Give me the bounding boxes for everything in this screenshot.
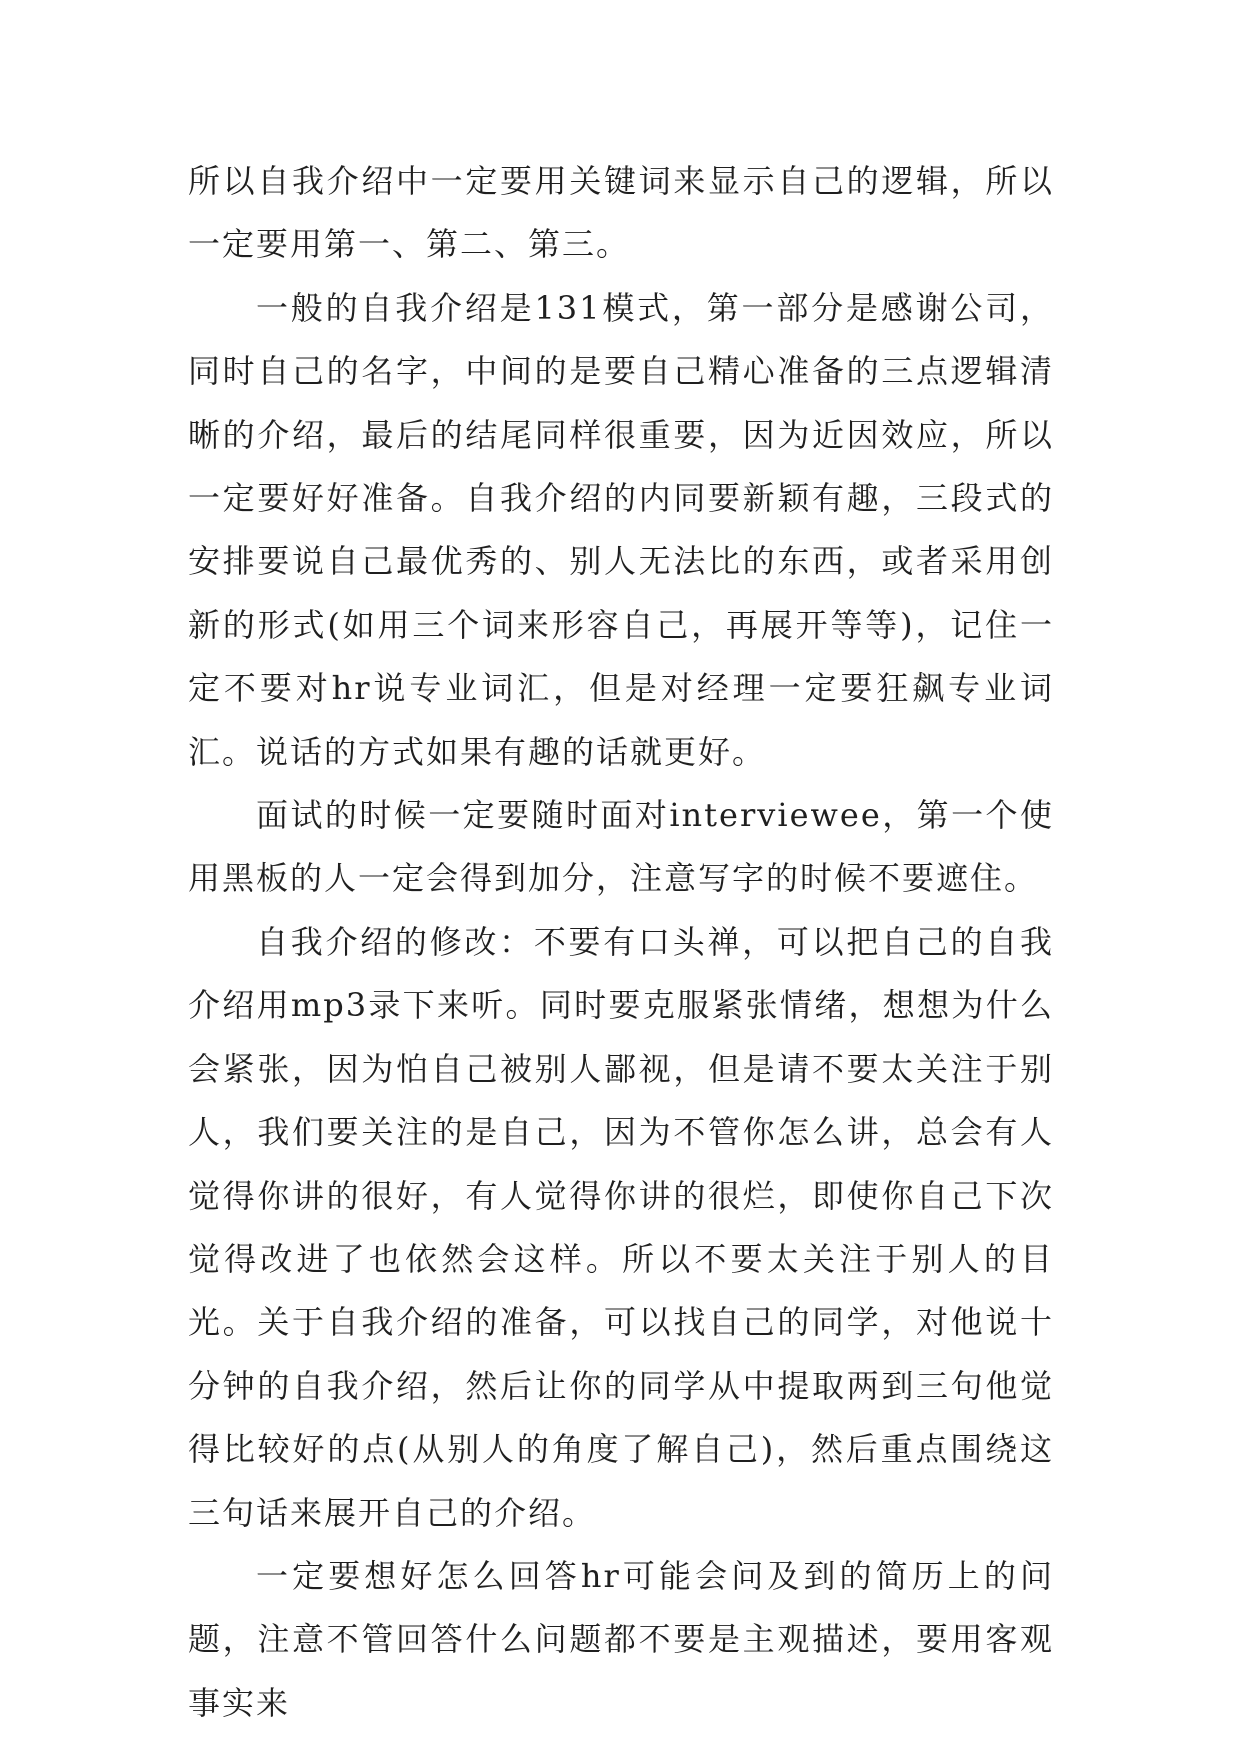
paragraph-4: 自我介绍的修改：不要有口头禅，可以把自己的自我介绍用mp3录下来听。同时要克服紧张情绪，想想为什么会紧张，因为怕自己被别人鄙视，但是请不要太关注于别人，我们要关注的是自己，因为不管你怎么讲，总会有人觉得你讲的很好，有人觉得你讲的很烂，即使你自己下次觉得改进了也依然会这样。所以不要太关注于别人的目光。关于自我介绍的准备，可以找自己的同学，对他说十分钟的自我介绍，然后让你的同学从中提取两到三句他觉得比较好的点(从别人的角度了解自己)，然后重点围绕这三句话来展开自己的介绍。 xyxy=(188,922,1054,1532)
document-body xyxy=(188,150,1054,1735)
paragraph-5: 一定要想好怎么回答hr可能会问及到的简历上的问题，注意不管回答什么问题都不要是主观描述，要用客观事实来 xyxy=(188,1556,1054,1722)
paragraph-3: 面试的时候一定要随时面对interviewee，第一个使用黑板的人一定会得到加分，注意写字的时候不要遮住。 xyxy=(188,796,1054,898)
paragraph-2: 一般的自我介绍是131模式，第一部分是感谢公司，同时自己的名字，中间的是要自己精心准备的三点逻辑清晰的介绍，最后的结尾同样很重要，因为近因效应，所以一定要好好准备。自我介绍的内同要新颖有趣，三段式的安排要说自己最优秀的、别人无法比的东西，或者采用创新的形式(如用三个词来形容自己，再展开等等)，记住一定不要对hr说专业词汇，但是对经理一定要狂飙专业词汇。说话的方式如果有趣的话就更好。 xyxy=(188,288,1054,771)
paragraph-1: 所以自我介绍中一定要用关键词来显示自己的逻辑，所以一定要用第一、第二、第三。 xyxy=(188,162,1054,264)
